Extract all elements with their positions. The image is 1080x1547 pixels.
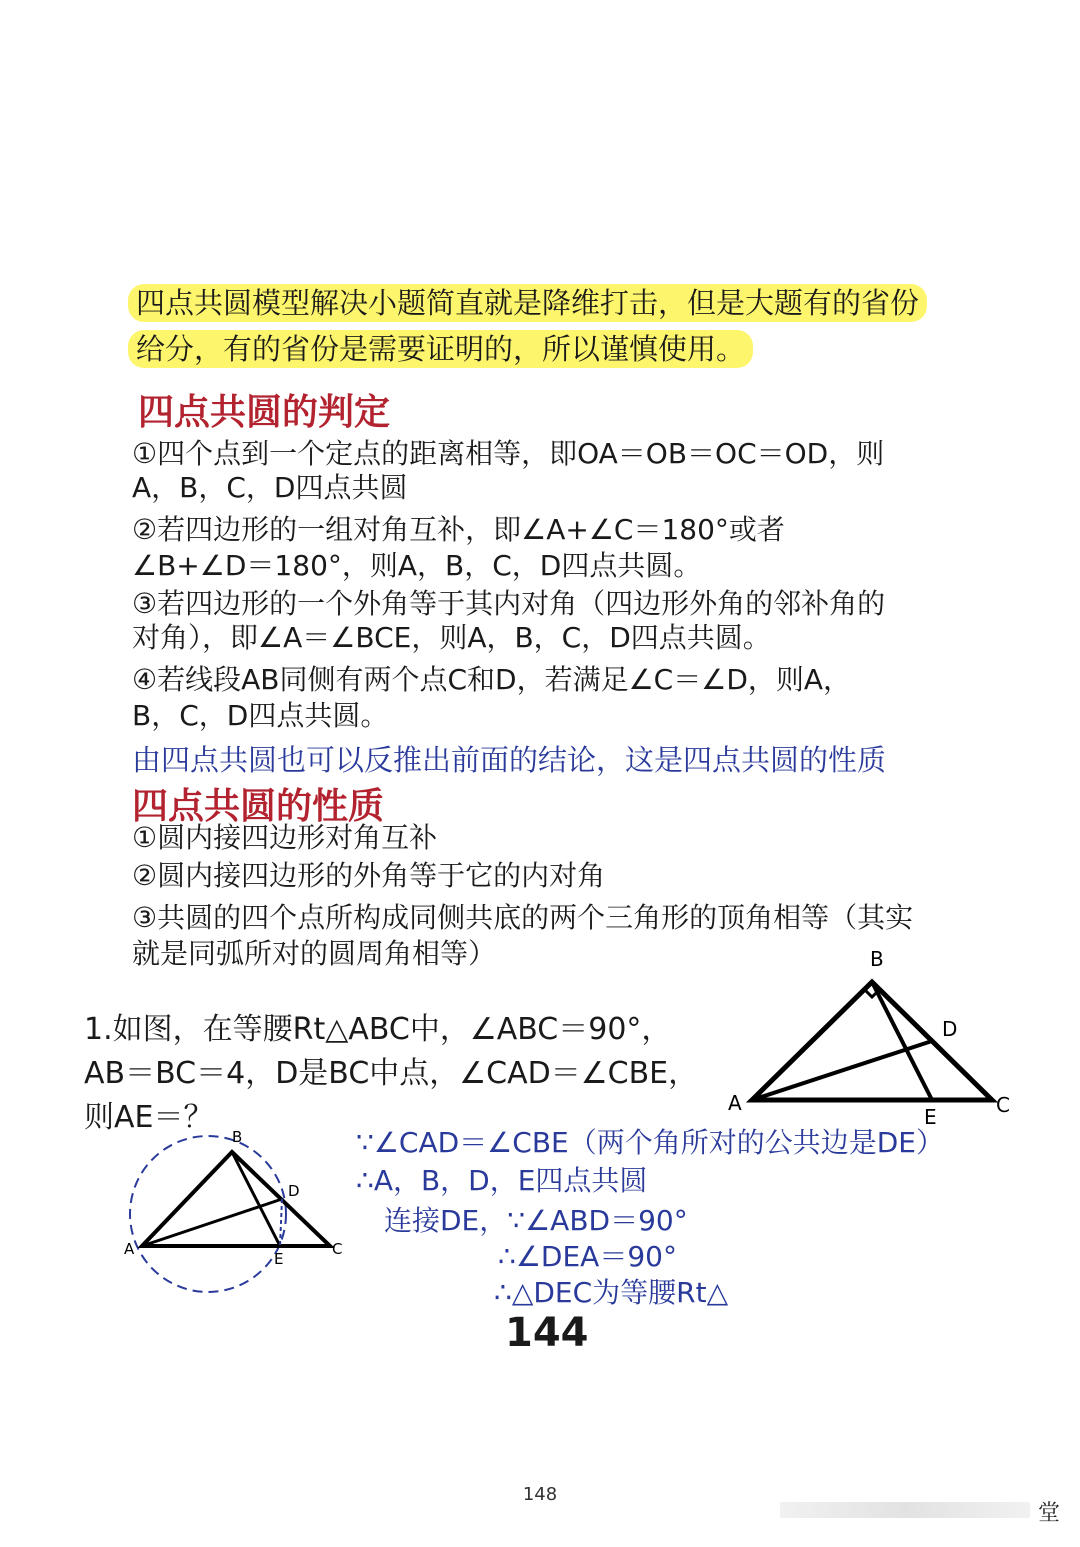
- label-e-small: E: [274, 1250, 284, 1268]
- solution-line-5: ∴△DEC为等腰Rt△: [494, 1276, 729, 1309]
- label-e: E: [924, 1105, 937, 1129]
- judgement-item-7: ④若线段AB同侧有两个点C和D，若满足∠C＝∠D，则A，: [132, 663, 852, 696]
- problem-line-2: AB＝BC＝4，D是BC中点，∠CAD＝∠CBE，: [84, 1056, 699, 1091]
- handwritten-page-number: 144: [505, 1310, 589, 1356]
- circle-figure-small: [118, 1122, 358, 1302]
- label-b: B: [870, 947, 884, 971]
- judgement-item-8: B，C，D四点共圆。: [132, 699, 389, 732]
- judgement-item-6: 对角），即∠A＝∠BCE，则A，B，C，D四点共圆。: [132, 621, 771, 654]
- intro-line-2: 给分，有的省份是需要证明的，所以谨慎使用。: [128, 330, 753, 368]
- property-item-3: ③共圆的四个点所构成同侧共底的两个三角形的顶角相等（其实: [132, 901, 914, 934]
- problem-line-1: 1.如图，在等腰Rt△ABC中，∠ABC＝90°，: [84, 1012, 672, 1047]
- watermark-char: 堂: [1038, 1501, 1061, 1526]
- solution-line-1: ∵∠CAD＝∠CBE（两个角所对的公共边是DE）: [356, 1126, 944, 1159]
- label-b-small: B: [232, 1128, 243, 1146]
- label-a: A: [728, 1091, 742, 1115]
- judgement-item-4: ∠B+∠D＝180°，则A，B，C，D四点共圆。: [132, 549, 702, 582]
- page-number: 148: [522, 1484, 558, 1505]
- property-item-2: ②圆内接四边形的外角等于它的内对角: [132, 859, 606, 892]
- judgement-item-3: ②若四边形的一组对角互补，即∠A+∠C＝180°或者: [132, 513, 785, 546]
- problem-line-3: 则AE＝？: [84, 1100, 214, 1135]
- label-d-small: D: [288, 1182, 300, 1200]
- triangle-abc-small: [142, 1152, 330, 1246]
- triangle-figure-large: [720, 940, 1040, 1130]
- intro-text: [128, 280, 988, 372]
- judgement-item-2: A，B，C，D四点共圆: [132, 471, 408, 504]
- solution-line-4: ∴∠DEA＝90°: [498, 1240, 677, 1273]
- label-d: D: [942, 1017, 958, 1041]
- segment-be-small: [232, 1152, 280, 1246]
- watermark-strip: [780, 1502, 1030, 1518]
- label-a-small: A: [124, 1240, 135, 1258]
- problem-text: [84, 1008, 724, 1140]
- judgement-title: 四点共圆的判定: [138, 392, 391, 433]
- judgement-item-1: ①四个点到一个定点的距离相等，即OA＝OB＝OC＝OD，则: [132, 437, 885, 470]
- solution-line-2: ∴A，B，D，E四点共圆: [356, 1164, 648, 1197]
- intro-line-1: 四点共圆模型解决小题简直就是降维打击，但是大题有的省份: [128, 284, 927, 322]
- label-c-small: C: [332, 1240, 343, 1258]
- note-text: 由四点共圆也可以反推出前面的结论，这是四点共圆的性质: [132, 743, 887, 777]
- segment-be: [872, 982, 932, 1100]
- property-title: 四点共圆的性质: [132, 786, 385, 827]
- judgement-item-5: ③若四边形的一个外角等于其内对角（四边形外角的邻补角的: [132, 587, 886, 620]
- label-c: C: [996, 1093, 1010, 1117]
- property-item-1: ①圆内接四边形对角互补: [132, 821, 438, 854]
- property-item-4: 就是同弧所对的圆周角相等）: [132, 937, 497, 970]
- triangle-abc: [752, 982, 992, 1100]
- solution-line-3: 连接DE，∵∠ABD＝90°: [384, 1204, 688, 1237]
